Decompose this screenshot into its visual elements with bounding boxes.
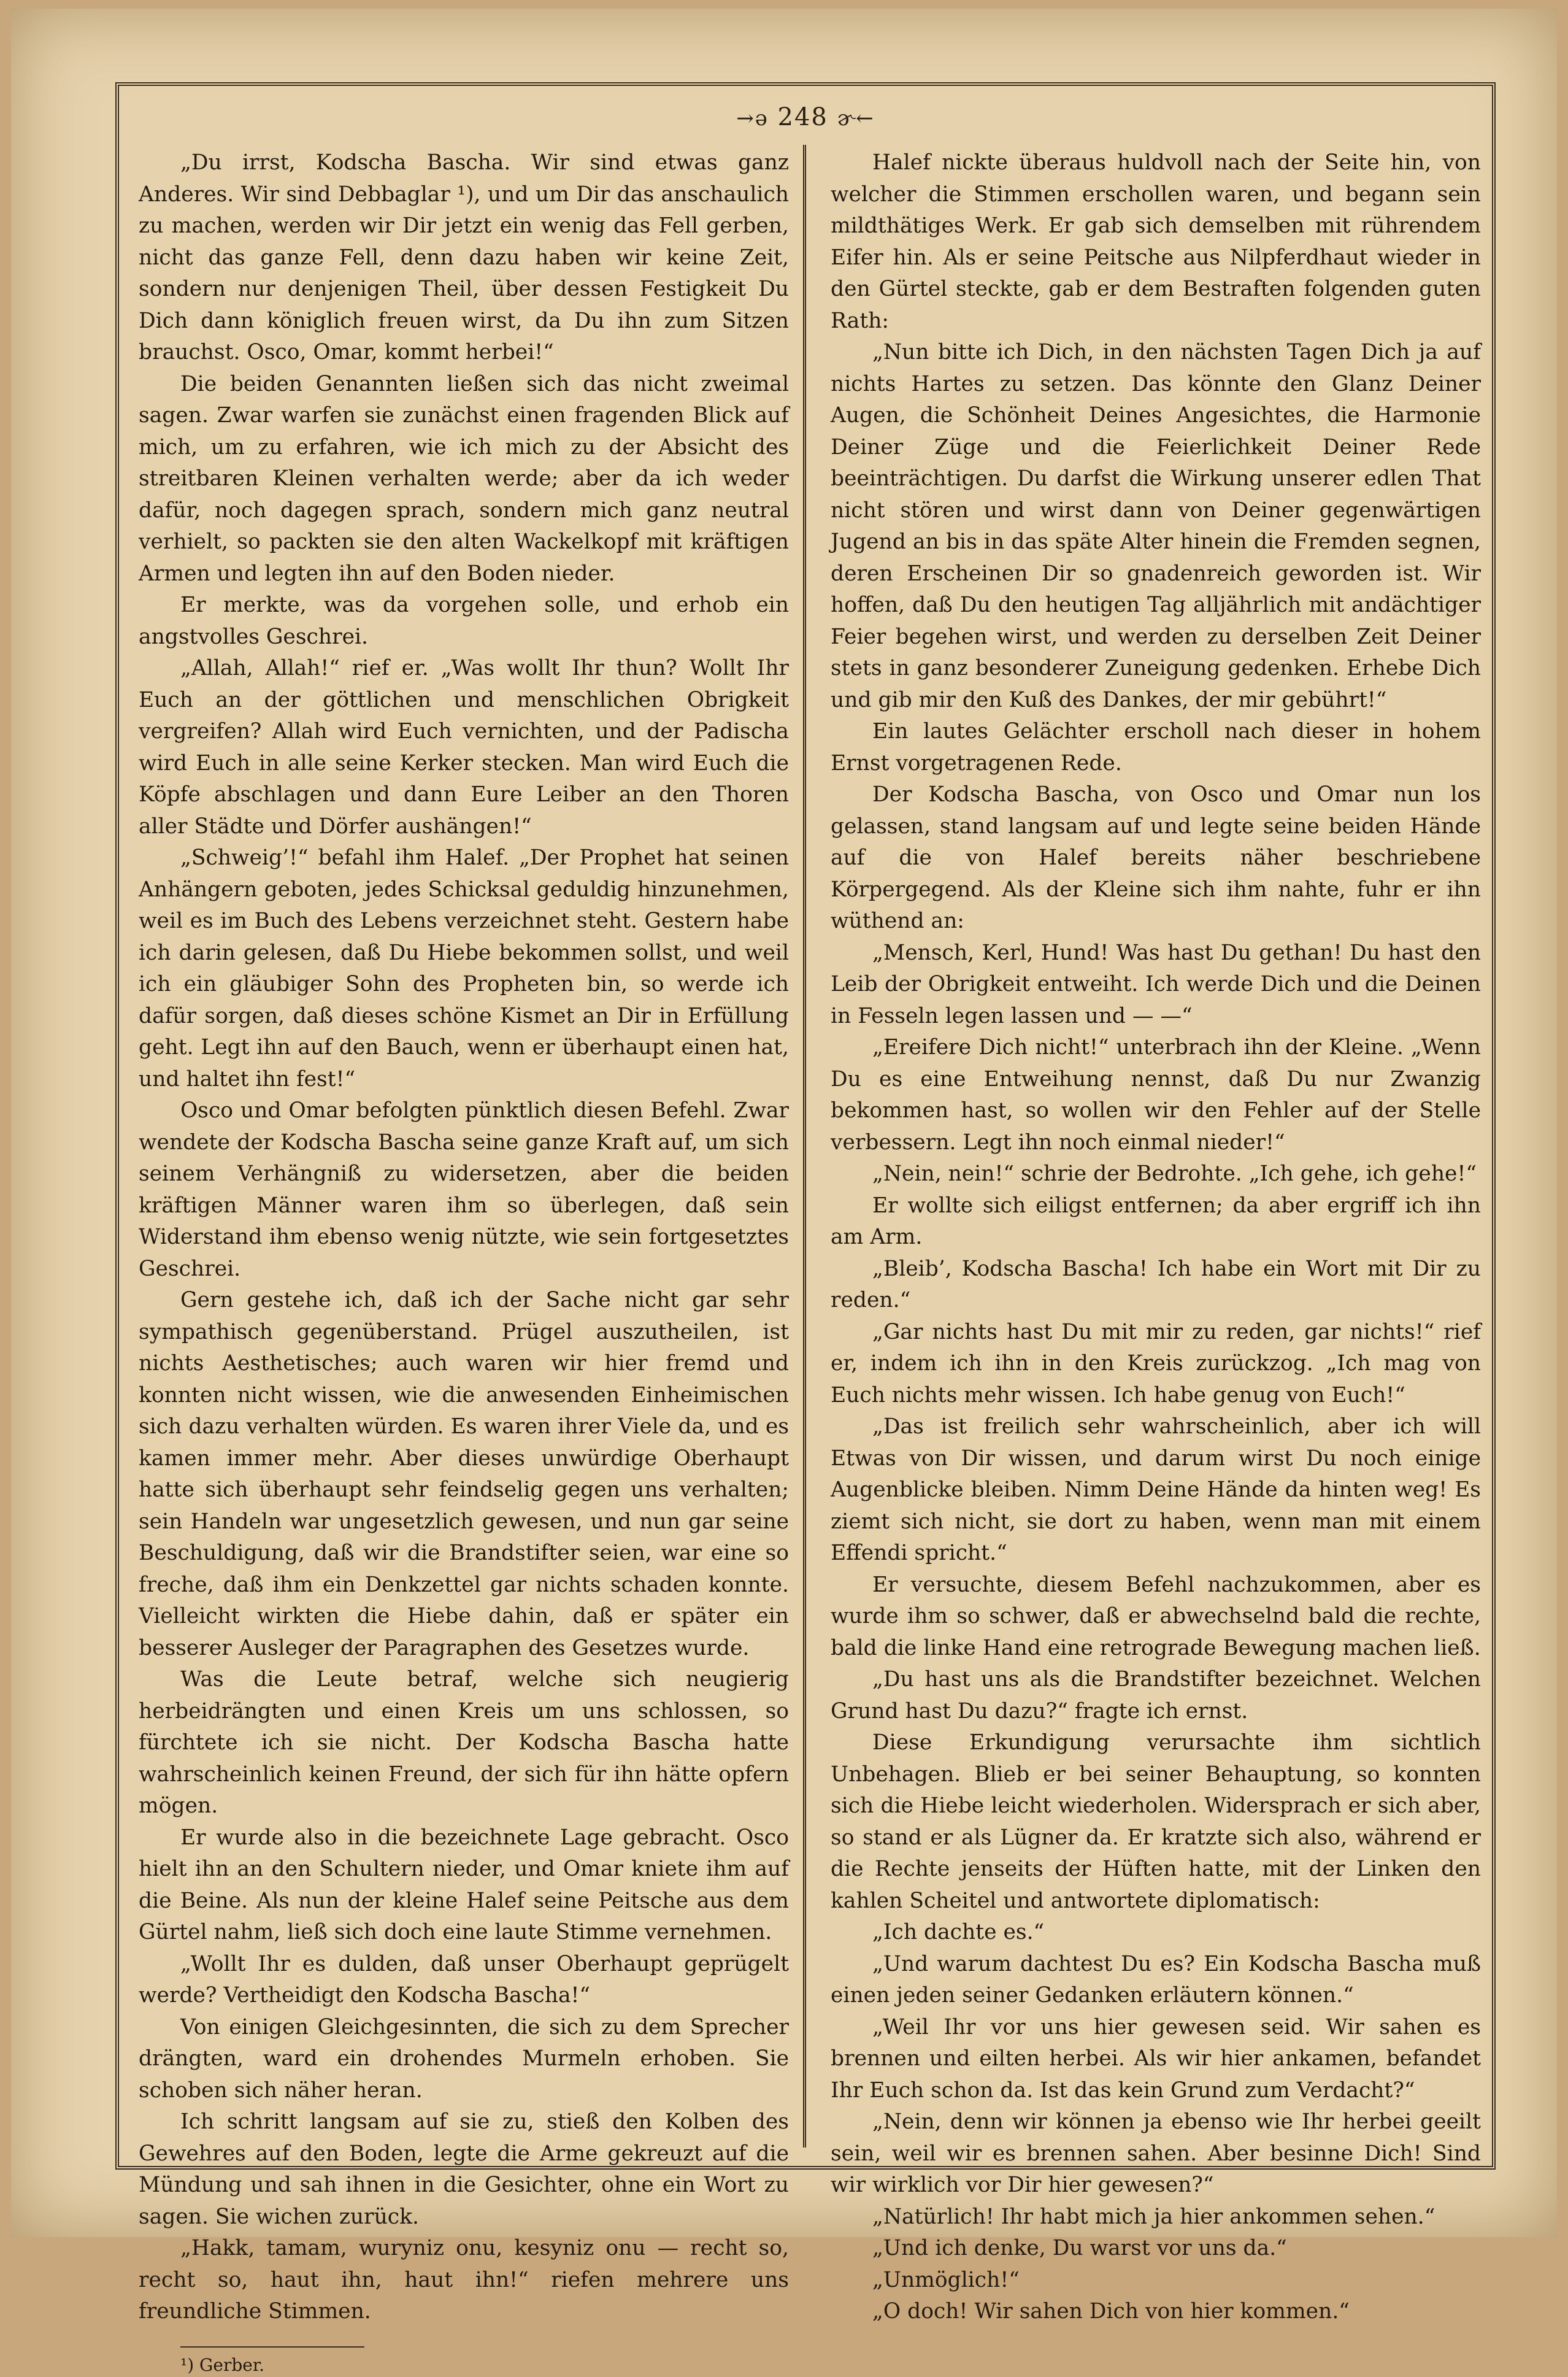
paragraph: „Hakk, tamam, wuryniz onu, kesyniz onu — recht so, recht so, haut ihn, haut ihn!“ riefen mehrere uns freundliche Stimmen. [139, 2236, 789, 2324]
paragraph: „Nun bitte ich Dich, in den nächsten Tagen Dich ja auf nichts Hartes zu setzen. Das könnte den Glanz Deiner Augen, die Schönheit Deines Angesichtes, die Harmonie Deiner Züge und die Feierlichkeit Deiner Rede beeinträchtigen. Du darfst die Wirkung unserer edlen That nicht stören und wirst dann von Deiner gegenwärtigen Jugend an bis in das späte Alter hinein die Fremden segnen, deren Erscheinen Dir so gnadenreich geworden ist. Wir hoffen, daß Du den heutigen Tag alljährlich mit andächtiger Feier begehen wirst, und werden zu derselben Zeit Deiner stets in ganz besonderer Zuneigung gedenken. Erhebe Dich und gib mir den Kuß des Dankes, der mir gebührt!“ [831, 340, 1481, 712]
paragraph: Der Kodscha Bascha, von Osco und Omar nun los gelassen, stand langsam auf und legte seine beiden Hände auf die von Halef bereits näher beschriebene Körpergegend. Als der Kleine sich ihm nahte, fuhr er ihn wüthend an: [831, 782, 1481, 933]
page-number: 248 [777, 103, 828, 131]
column-divider [803, 145, 806, 2148]
paragraph: „Und warum dachtest Du es? Ein Kodscha Bascha muß einen jeden seiner Gedanken erläutern können.“ [831, 1951, 1481, 2008]
header-ornament-right: ɚ← [837, 106, 875, 131]
right-column [831, 147, 1481, 2328]
left-column [139, 147, 789, 2377]
header-ornament-left: →ə [736, 106, 769, 131]
paragraph: „Du hast uns als die Brandstifter bezeichnet. Welchen Grund hast Du dazu?“ fragte ich ernst. [831, 1667, 1481, 1724]
paragraph: Halef nickte überaus huldvoll nach der Seite hin, von welcher die Stimmen erschollen waren, und begann sein mildthätiges Werk. Er gab sich demselben mit rührendem Eifer hin. Als er seine Peitsche aus Nilpferdhaut wieder in den Gürtel steckte, gab er dem Bestraften folgenden guten Rath: [831, 150, 1481, 333]
paragraph: Was die Leute betraf, welche sich neugierig herbeidrängten und einen Kreis um uns schlossen, so fürchtete ich sie nicht. Der Kodscha Bascha hatte wahrscheinlich keinen Freund, der sich für ihn hätte opfern mögen. [139, 1667, 789, 1818]
paragraph: „Und ich denke, Du warst vor uns da.“ [872, 2236, 1287, 2260]
footnote: ¹) Gerber. [180, 2354, 265, 2375]
paragraph: „Ereifere Dich nicht!“ unterbrach ihn der Kleine. „Wenn Du es eine Entweihung nennst, daß Du nur Zwanzig bekommen hast, so wollen wir den Fehler auf der Stelle verbessern. Legt ihn noch einmal nieder!“ [831, 1035, 1481, 1155]
paragraph: „Schweig’!“ befahl ihm Halef. „Der Prophet hat seinen Anhängern geboten, jedes Schicksal geduldig hinzunehmen, weil es im Buch des Lebens verzeichnet steht. Gestern habe ich darin gelesen, daß Du Hiebe bekommen sollst, und weil ich ein gläubiger Sohn des Propheten bin, so werde ich dafür sorgen, daß dieses schöne Kismet an Dir in Erfüllung geht. Legt ihn auf den Bauch, wenn er überhaupt einen hat, und haltet ihn fest!“ [139, 846, 789, 1092]
page-sheet [11, 9, 1557, 2375]
paragraph: „Ich dachte es.“ [872, 1920, 1045, 1944]
paragraph: Von einigen Gleichgesinnten, die sich zu dem Sprecher drängten, ward ein drohendes Murmeln erhoben. Sie schoben sich näher heran. [139, 2014, 789, 2103]
page-header [119, 103, 1492, 131]
paragraph: „Bleib’, Kodscha Bascha! Ich habe ein Wort mit Dir zu reden.“ [831, 1256, 1481, 1312]
paragraph: „Natürlich! Ihr habt mich ja hier ankommen sehen.“ [872, 2204, 1435, 2229]
paragraph: „Das ist freilich sehr wahrscheinlich, aber ich will Etwas von Dir wissen, und darum wirst Du noch einige Augenblicke bleiben. Nimm Deine Hände da hinten weg! Es ziemt sich nicht, sie dort zu haben, wenn man mit einem Effendi spricht.“ [831, 1414, 1481, 1565]
page-frame [115, 82, 1496, 2375]
paragraph: „Mensch, Kerl, Hund! Was hast Du gethan! Du hast den Leib der Obrigkeit entweiht. Ich werde Dich und die Deinen in Fesseln legen lassen und — —“ [831, 940, 1481, 1028]
paragraph: Er merkte, was da vorgehen solle, und erhob ein angstvolles Geschrei. [139, 593, 789, 649]
paragraph: „Wollt Ihr es dulden, daß unser Oberhaupt geprügelt werde? Vertheidigt den Kodscha Bascha!“ [139, 1951, 789, 2008]
paragraph: „Gar nichts hast Du mit mir zu reden, gar nichts!“ rief er, indem ich ihn in den Kreis zurückzog. „Ich mag von Euch nichts mehr wissen. Ich habe genug von Euch!“ [831, 1319, 1481, 1408]
paragraph: Gern gestehe ich, daß ich der Sache nicht gar sehr sympathisch gegenüberstand. Prügel auszutheilen, ist nichts Aesthetisches; auch waren wir hier fremd und konnten nicht wissen, wie die anwesenden Einheimischen sich dazu verhalten würden. Es waren ihrer Viele da, und es kamen immer mehr. Aber dieses unwürdige Oberhaupt hatte sich überhaupt sehr feindselig gegen uns verhalten; sein Handeln war ungesetzlich gewesen, und nun gar seine Beschuldigung, daß wir die Brandstifter seien, war eine so freche, daß ihm ein Denkzettel gar nichts schaden konnte. Vielleicht wirkten die Hiebe dahin, daß er später ein besserer Ausleger der Paragraphen des Gesetzes wurde. [139, 1288, 789, 1660]
paragraph: Die beiden Genannten ließen sich das nicht zweimal sagen. Zwar warfen sie zunächst einen fragenden Blick auf mich, um zu erfahren, wie ich mich zu der Absicht des streitbaren Kleinen verhalten werde; aber da ich weder dafür, noch dagegen sprach, sondern mich ganz neutral verhielt, so packten sie den alten Wackelkopf mit kräftigen Armen und legten ihn auf den Boden nieder. [139, 371, 789, 586]
paragraph: „Allah, Allah!“ rief er. „Was wollt Ihr thun? Wollt Ihr Euch an der göttlichen und menschlichen Obrigkeit vergreifen? Allah wird Euch vernichten, und der Padischa wird Euch in alle seine Kerker stecken. Man wird Euch die Köpfe abschlagen und dann Eure Leiber an den Thoren aller Städte und Dörfer aushängen!“ [139, 656, 789, 839]
paragraph: Ich schritt langsam auf sie zu, stieß den Kolben des Gewehres auf den Boden, legte die Arme gekreuzt auf die Mündung und sah ihnen in die Gesichter, ohne ein Wort zu sagen. Sie wichen zurück. [139, 2109, 789, 2229]
paragraph: „O doch! Wir sahen Dich von hier kommen.“ [872, 2299, 1350, 2324]
paragraph: „Nein, nein!“ schrie der Bedrohte. „Ich gehe, ich gehe!“ [872, 1162, 1477, 1186]
paragraph: „Weil Ihr vor uns hier gewesen seid. Wir sahen es brennen und eilten herbei. Als wir hier ankamen, befandet Ihr Euch schon da. Ist das kein Grund zum Verdacht?“ [831, 2014, 1481, 2103]
paragraph: Osco und Omar befolgten pünktlich diesen Befehl. Zwar wendete der Kodscha Bascha seine ganze Kraft auf, um sich seinem Verhängniß zu widersetzen, aber die beiden kräftigen Männer waren ihm so überlegen, daß sein Widerstand ihm ebenso wenig nützte, wie sein fortgesetztes Geschrei. [139, 1098, 789, 1281]
paragraph: Er versuchte, diesem Befehl nachzukommen, aber es wurde ihm so schwer, daß er abwechselnd bald die rechte, bald die linke Hand eine retrograde Bewegung machen ließ. [831, 1572, 1481, 1660]
paragraph: Ein lautes Gelächter erscholl nach dieser in hohem Ernst vorgetragenen Rede. [831, 719, 1481, 776]
paragraph: Er wurde also in die bezeichnete Lage gebracht. Osco hielt ihn an den Schultern nieder, und Omar kniete ihm auf die Beine. Als nun der kleine Halef seine Peitsche aus dem Gürtel nahm, ließ sich doch eine laute Stimme vernehmen. [139, 1825, 789, 1944]
paragraph: „Unmöglich!“ [872, 2267, 1020, 2292]
paragraph: Er wollte sich eiligst entfernen; da aber ergriff ich ihn am Arm. [831, 1193, 1481, 1249]
footnote-rule [180, 2346, 364, 2348]
paragraph: Diese Erkundigung verursachte ihm sichtlich Unbehagen. Blieb er bei seiner Behauptung, so konnten sich die Hiebe leicht wiederholen. Widersprach er sich aber, so stand er als Lügner da. Er kratzte sich also, während er die Rechte jenseits der Hüften hatte, mit der Linken den kahlen Scheitel und antwortete diplomatisch: [831, 1730, 1481, 1913]
paragraph: „Nein, denn wir können ja ebenso wie Ihr herbei geeilt sein, weil wir es brennen sahen. Aber besinne Dich! Sind wir wirklich vor Dir hier gewesen?“ [831, 2109, 1481, 2197]
paragraph: „Du irrst, Kodscha Bascha. Wir sind etwas ganz Anderes. Wir sind Debbaglar ¹), und um Dir das anschaulich zu machen, werden wir Dir jetzt ein wenig das Fell gerben, nicht das ganze Fell, denn dazu haben wir keine Zeit, sondern nur denjenigen Theil, über dessen Festigkeit Du Dich dann königlich freuen wirst, da Du ihn zum Sitzen brauchst. Osco, Omar, kommt herbei!“ [139, 150, 789, 364]
